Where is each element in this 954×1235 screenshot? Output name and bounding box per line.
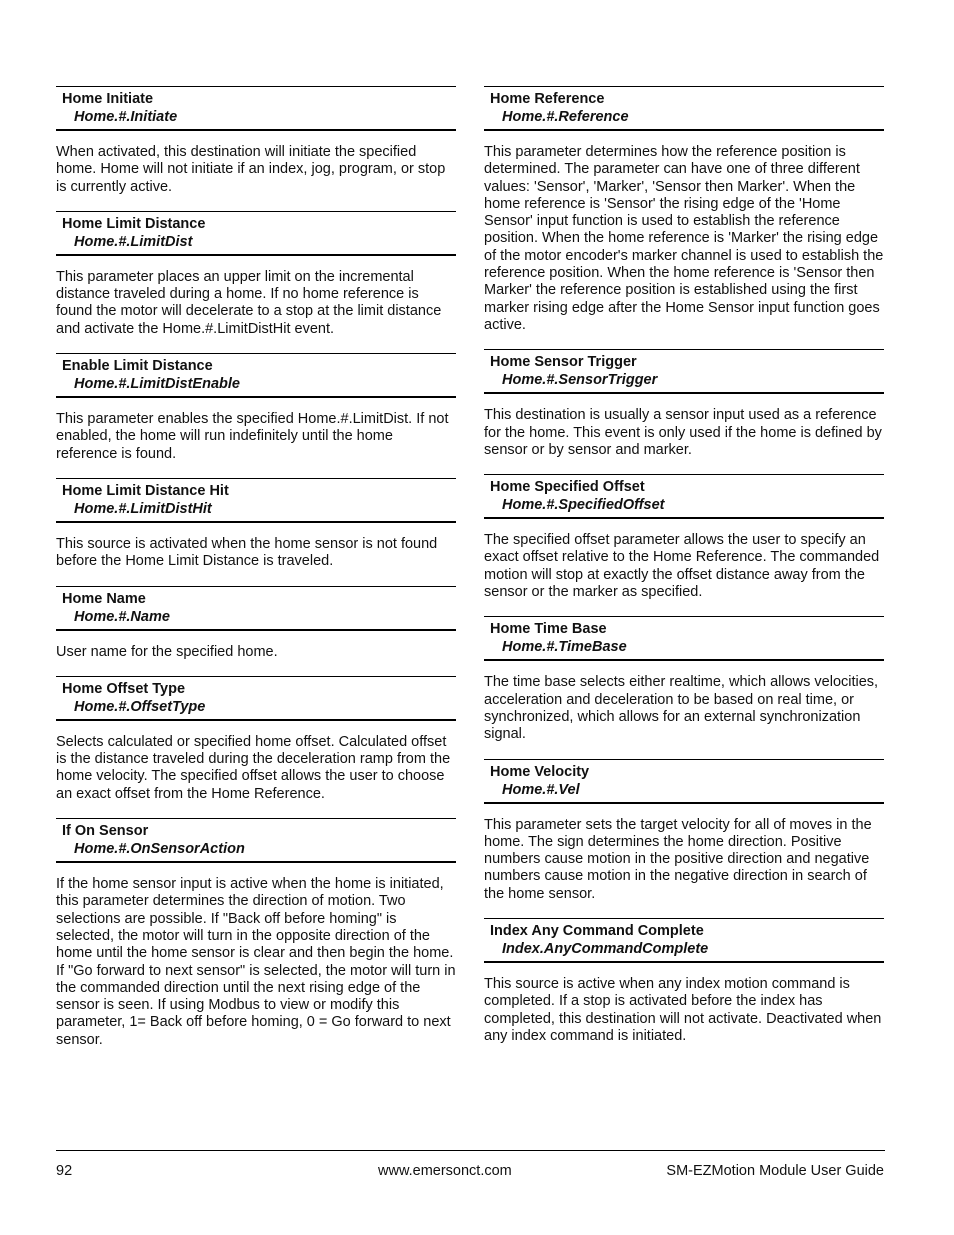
entry-param-name: Index.AnyCommandComplete xyxy=(502,941,709,958)
entry-header xyxy=(484,616,884,661)
entry-header xyxy=(56,211,456,256)
entry-param-name: Home.#.SpecifiedOffset xyxy=(502,497,665,514)
entry-description: The specified offset parameter allows the user to specify an exact offset relative to the Home Reference. The commanded motion will stop at exactly the offset distance away from the sensor or the marker as specified. xyxy=(484,532,880,601)
entry-title: Home Reference xyxy=(490,91,605,107)
entry-param-name: Home.#.OnSensorAction xyxy=(74,841,245,858)
entry-title: Home Specified Offset xyxy=(490,479,645,496)
parameter-entry xyxy=(56,676,456,803)
entry-title: Home Initiate xyxy=(62,91,154,107)
entry-title: Index Any Command Complete xyxy=(490,923,704,940)
entry-header xyxy=(484,86,884,131)
entry-description: This parameter enables the specified Home.#.LimitDist. If not enabled, the home will run indefinitely until the home reference is found. xyxy=(56,411,449,462)
entry-param-name: Home.#.Initiate xyxy=(74,109,178,125)
entry-description: The time base selects either realtime, which allows velocities, acceleration and deceleration to be based on real time, or synchronized, which allows for an external synchronization signal. xyxy=(484,674,879,743)
entry-param-name: Home.#.Reference xyxy=(502,109,629,125)
parameter-entry xyxy=(56,211,456,338)
entry-header xyxy=(484,349,884,394)
entry-description: This destination is usually a sensor input used as a reference for the home. This event is only used if the home is defined by sensor or by sensor and marker. xyxy=(484,407,882,458)
entry-title: Home Offset Type xyxy=(62,680,186,697)
entry-param-name: Home.#.LimitDistHit xyxy=(74,500,212,517)
entry-header xyxy=(56,478,456,523)
parameter-entry xyxy=(56,818,456,1049)
entry-title: If On Sensor xyxy=(62,823,149,840)
entry-header xyxy=(56,586,456,631)
entry-param-name: Home.#.LimitDist xyxy=(74,233,193,250)
parameter-entry xyxy=(56,478,456,571)
page-number: 92 xyxy=(56,1163,73,1179)
entry-header xyxy=(484,759,884,804)
parameter-entry xyxy=(484,349,884,459)
entry-param-name: Home.#.OffsetType xyxy=(74,698,206,715)
left-column xyxy=(56,86,456,1064)
entry-title: Home Name xyxy=(62,590,146,607)
guide-title: SM-EZMotion Module User Guide xyxy=(666,1163,884,1179)
entry-description: This parameter determines how the reference position is determined. The parameter can have one of three different values: 'Sensor', 'Marker', 'Sensor then Marker'. When the home reference is 'Sensor' the rising edge of the 'Home Sensor' input function is used to establish the reference position. When the home reference is 'Marker' the rising edge of the motor encoder's marker channel is used to establish the reference position. When the home reference is 'Sensor then Marker' the reference position is established using the first marker rising edge after the Home Sensor input function goes active. xyxy=(484,144,884,333)
entry-header xyxy=(56,86,456,131)
parameter-entry xyxy=(484,474,884,601)
entry-description: When activated, this destination will initiate the specified home. Home will not initiate if an index, jog, program, or stop is currently active. xyxy=(56,144,446,195)
entry-title: Home Sensor Trigger xyxy=(490,354,637,371)
entry-param-name: Home.#.LimitDistEnable xyxy=(74,376,240,393)
entry-description: This source is activated when the home sensor is not found before the Home Limit Distance is traveled. xyxy=(56,535,438,570)
parameter-entry xyxy=(56,86,456,196)
entry-title: Enable Limit Distance xyxy=(62,358,213,375)
entry-description: This parameter places an upper limit on the incremental distance traveled during a home. If no home reference is found the motor will decelerate to a stop at the limit distance and activate the Home.#.LimitDistHit event. xyxy=(56,268,442,337)
entry-title: Home Velocity xyxy=(490,763,590,780)
entry-description: User name for the specified home. xyxy=(56,643,278,660)
entry-header xyxy=(56,676,456,721)
entry-header xyxy=(56,353,456,398)
entry-title: Home Limit Distance Hit xyxy=(62,482,229,499)
right-column xyxy=(484,86,884,1060)
parameter-entry xyxy=(56,586,456,661)
parameter-entry xyxy=(56,353,456,463)
entry-param-name: Home.#.SensorTrigger xyxy=(502,372,658,389)
entry-description: This source is active when any index motion command is completed. If a stop is activated before the index has completed, this destination will not activate. Deactivated when any index command is initiated. xyxy=(484,976,882,1044)
entry-header xyxy=(484,918,884,963)
entry-header xyxy=(56,818,456,863)
entry-param-name: Home.#.TimeBase xyxy=(502,639,627,656)
entry-title: Home Time Base xyxy=(490,621,607,638)
entry-param-name: Home.#.Name xyxy=(74,608,170,625)
entry-param-name: Home.#.Vel xyxy=(502,781,580,798)
entry-title: Home Limit Distance xyxy=(62,215,206,232)
entry-description: If the home sensor input is active when the home is initiated, this parameter determines the direction of motion. Two selections are possible. If "Back off before homing" is selected, the motor will turn in the opposite direction of the home until the home sensor is clear and then begin the home. If "Go forward to next sensor" is selected, the motor will turn in the commanded direction until the next rising edge of the sensor is seen. If using Modbus to view or modify this parameter, 1= Back off before homing, 0 = Go forward to next sensor. xyxy=(56,876,456,1048)
entry-description: Selects calculated or specified home offset. Calculated offset is the distance traveled during the deceleration ramp from the home velocity. The specified offset allows the user to choose an exact offset from the Home Reference. xyxy=(56,733,451,802)
website-link[interactable]: www.emersonct.com xyxy=(378,1163,512,1179)
entry-header xyxy=(484,474,884,519)
parameter-entry xyxy=(484,86,884,334)
entry-description: This parameter sets the target velocity for all of moves in the home. The sign determines the home direction. Positive numbers cause motion in the positive direction and negative numbers cause motion in the negative direction in search of the home sensor. xyxy=(484,816,872,902)
parameter-entry xyxy=(484,918,884,1045)
parameter-entry xyxy=(484,759,884,903)
parameter-entry xyxy=(484,616,884,743)
footer-divider xyxy=(56,1150,885,1151)
